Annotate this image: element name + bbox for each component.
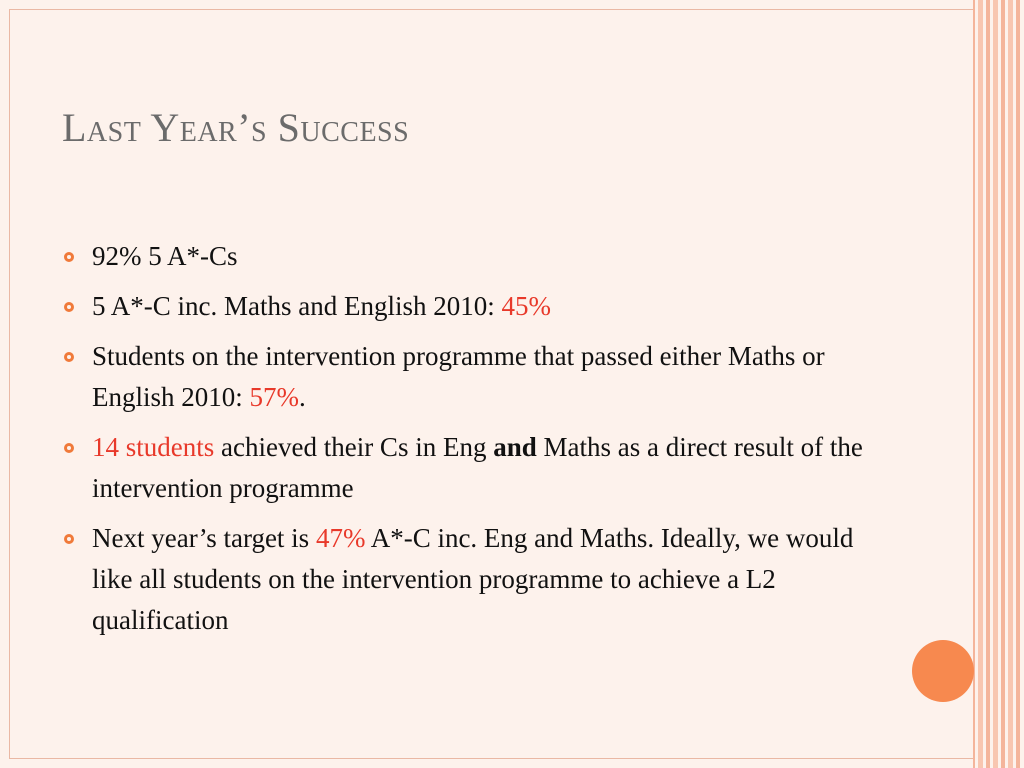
decorative-stripe [1008, 0, 1013, 768]
emphasis-text: and [493, 432, 537, 462]
bullet-icon [64, 252, 74, 262]
highlight-value: 57% [249, 382, 300, 412]
decorative-stripe [1016, 0, 1020, 768]
bullet-icon [64, 302, 74, 312]
bullet-text: . [299, 382, 306, 412]
highlight-value: 45% [501, 291, 551, 321]
decorative-circle-icon [912, 640, 974, 702]
decorative-stripe [986, 0, 990, 768]
decorative-stripe [978, 0, 983, 768]
bullet-text: 5 A*-C inc. Maths and English 2010: [92, 291, 502, 321]
bullet-item [62, 427, 882, 509]
slide-title: Last Year’s Success [62, 105, 410, 150]
bullet-item [62, 518, 882, 641]
decorative-stripe [993, 0, 998, 768]
decorative-stripe [1001, 0, 1005, 768]
bullet-item [62, 336, 882, 418]
bullet-text: achieved their Cs in Eng [214, 432, 494, 462]
highlight-value: 14 students [92, 432, 215, 462]
bullet-text: 92% 5 A*-Cs [92, 241, 238, 271]
bullet-text: Students on the intervention programme that passed either Maths or English 2010: [92, 341, 825, 412]
bullet-text: Maths as a direct result of the intervention programme [92, 432, 863, 503]
bullet-text: A*-C inc. Eng and Maths. Ideally, we would like all students on the intervention programme to achieve a L2 qualification [92, 523, 854, 635]
decorative-stripe [973, 0, 975, 768]
bullet-icon [64, 352, 74, 362]
bullet-item [62, 286, 882, 327]
highlight-value: 47% [315, 523, 366, 553]
bullet-icon [64, 443, 74, 453]
bullet-list [62, 236, 882, 650]
bullet-text: Next year’s target is [92, 523, 316, 553]
bullet-item [62, 236, 882, 277]
bullet-icon [64, 534, 74, 544]
